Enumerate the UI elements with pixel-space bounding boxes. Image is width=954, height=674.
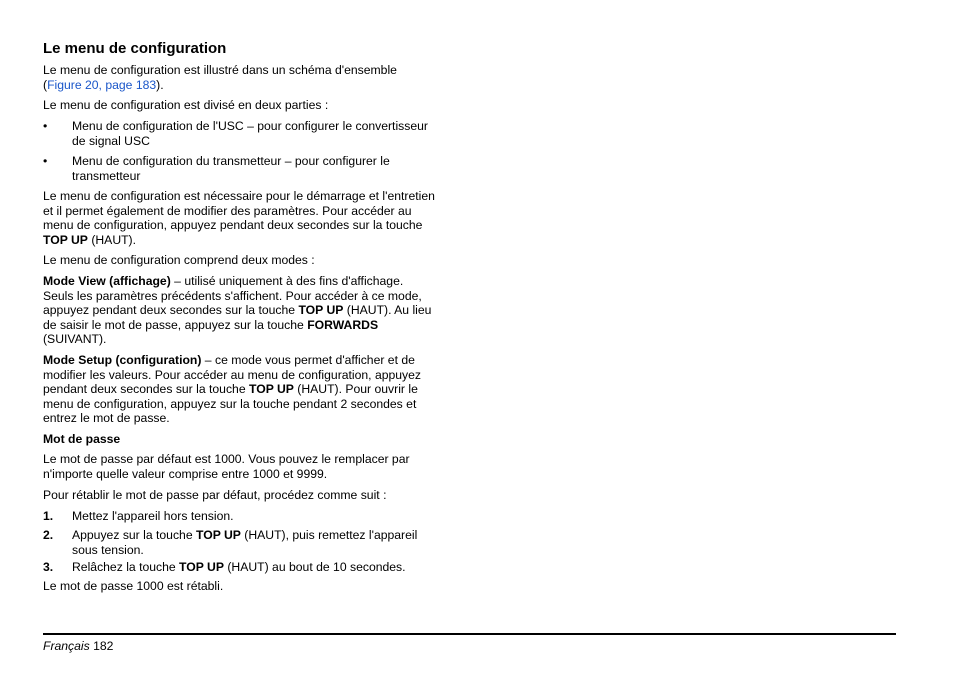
bullet-mark: • <box>43 154 48 168</box>
defaut-paragraph <box>43 452 458 481</box>
step-item <box>43 509 458 524</box>
text-span: – utilisé uniquement à des fins d'affichage. <box>170 274 404 288</box>
step-number: 3. <box>43 560 54 574</box>
mode-label: Mode Setup (configuration) <box>43 353 202 367</box>
bullet-item <box>43 119 458 149</box>
text-line: entrez le mot de passe. <box>43 411 170 426</box>
text-line <box>43 382 458 397</box>
step-text <box>72 560 458 575</box>
footer-rule <box>43 633 896 635</box>
modes-paragraph: Le menu de configuration comprend deux modes : <box>43 253 315 267</box>
text-line <box>43 274 458 289</box>
text-span: pendant deux secondes sur la touche <box>43 382 249 397</box>
text-line <box>43 318 458 333</box>
text-line: menu de configuration, appuyez sur la touche pendant 2 secondes et <box>43 396 417 411</box>
bullet-item <box>43 154 458 184</box>
mode-view-paragraph <box>43 274 458 347</box>
mode-label: Mode View (affichage) <box>43 274 171 288</box>
text-span: Appuyez sur la touche <box>72 528 196 542</box>
bullet-line: transmetteur <box>72 168 141 183</box>
retablir-paragraph: Pour rétablir le mot de passe par défaut, procédez comme suit : <box>43 488 387 502</box>
text-line: Le menu de configuration est nécessaire pour le démarrage et l'entretien <box>43 189 435 203</box>
text-line <box>43 353 458 368</box>
retabli-paragraph: Le mot de passe 1000 est rétabli. <box>43 579 224 593</box>
text-span: – ce mode vous permet d'afficher et de <box>201 353 415 367</box>
text-line <box>72 528 458 543</box>
step-text: Mettez l'appareil hors tension. <box>72 509 234 523</box>
text-span: (HAUT). Pour ouvrir le <box>293 382 418 397</box>
text-span: Relâchez la touche <box>72 560 180 574</box>
page-footer <box>43 639 113 654</box>
text-line <box>43 233 458 248</box>
text-line: Le mot de passe par défaut est 1000. Vous pouvez le remplacer par <box>43 452 410 466</box>
text-line: (SUIVANT). <box>43 332 107 347</box>
key-name: TOP UP <box>195 528 241 542</box>
paren-open: ( <box>43 77 48 92</box>
bullet-text <box>72 119 458 148</box>
section-heading: Le menu de configuration <box>43 40 227 57</box>
text-line: modifier les valeurs. Pour accéder au menu de configuration, appuyez <box>43 367 422 382</box>
footer-language: Français <box>43 639 90 653</box>
password-subheading: Mot de passe <box>43 432 121 446</box>
text-span: (HAUT) au bout de 10 secondes. <box>223 560 406 574</box>
paren-close: ). <box>156 77 164 92</box>
step-text <box>72 528 458 557</box>
mode-setup-paragraph <box>43 353 458 426</box>
text-line: Seuls les paramètres précédents s'affichent. Pour accéder à ce mode, <box>43 288 422 303</box>
text-span: (HAUT), puis remettez l'appareil <box>240 528 418 542</box>
divise-paragraph: Le menu de configuration est divisé en deux parties : <box>43 98 329 112</box>
bullet-line: de signal USC <box>72 133 150 148</box>
step-item <box>43 528 458 558</box>
page-number: 182 <box>93 639 114 653</box>
key-name: TOP UP <box>179 560 224 574</box>
text-line: menu de configuration, appuyez pendant deux secondes sur la touche <box>43 218 423 233</box>
text-span: de saisir le mot de passe, appuyez sur la touche <box>43 317 308 332</box>
text-line: sous tension. <box>72 542 144 557</box>
text-span: appuyez pendant deux secondes sur la touche <box>43 303 299 318</box>
key-name: TOP UP <box>248 382 294 397</box>
text-span: (HAUT). Au lieu <box>343 303 432 318</box>
intro-line2 <box>43 78 458 93</box>
step-item <box>43 560 458 575</box>
text-line: et il permet également de modifier des paramètres. Pour accéder au <box>43 203 412 218</box>
intro-line1: Le menu de configuration est illustré dans un schéma d'ensemble <box>43 63 397 77</box>
text-line <box>43 303 458 318</box>
key-name: TOP UP <box>43 232 88 247</box>
bullet-text <box>72 154 458 183</box>
text-span: (HAUT). <box>87 232 137 247</box>
key-name: TOP UP <box>298 303 344 318</box>
text-line: n'importe quelle valeur comprise entre 1000 et 9999. <box>43 466 328 481</box>
bullet-mark: • <box>43 119 48 133</box>
key-name: FORWARDS <box>307 317 379 332</box>
necessaire-paragraph <box>43 189 458 247</box>
step-number: 2. <box>43 528 54 542</box>
step-number: 1. <box>43 509 54 523</box>
bullet-line: Menu de configuration de l'USC – pour configurer le convertisseur <box>72 119 428 133</box>
bullet-line: Menu de configuration du transmetteur – pour configurer le <box>72 154 390 168</box>
figure-link[interactable]: Figure 20, page 183 <box>47 77 157 92</box>
intro-paragraph <box>43 63 458 92</box>
